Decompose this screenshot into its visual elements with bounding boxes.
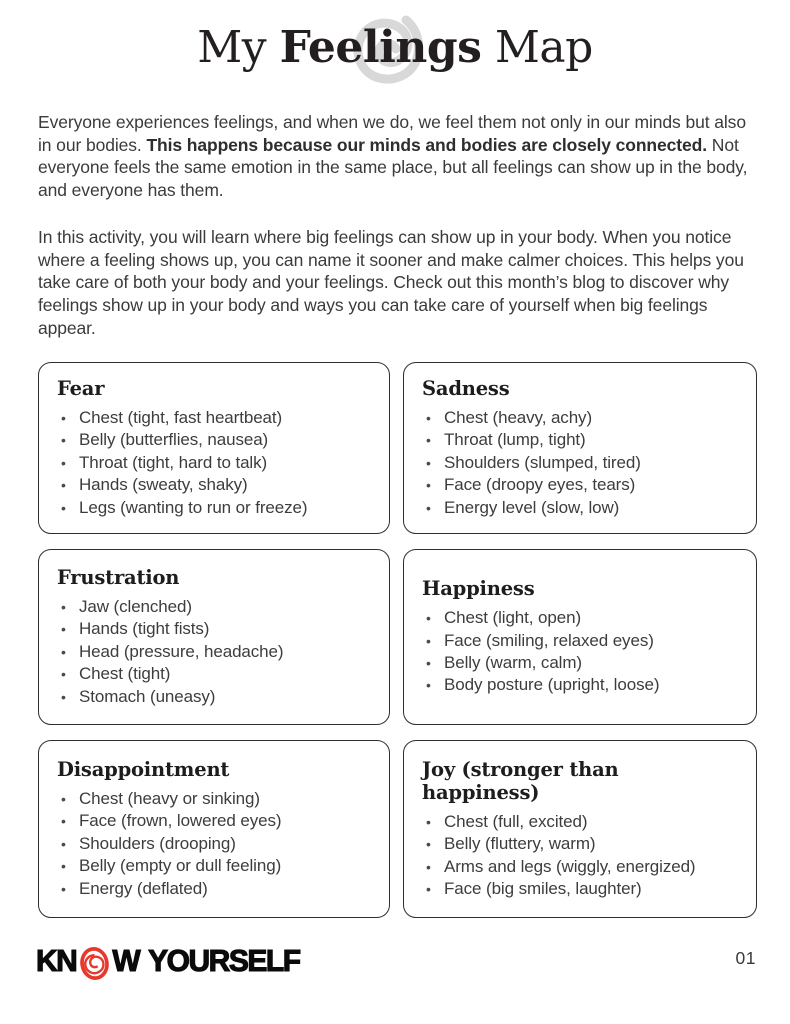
bullet-icon: • (426, 477, 431, 494)
feeling-title: Fear (57, 376, 105, 400)
feeling-item (57, 474, 371, 496)
intro-p1-bold: This happens because our minds and bodies are closely connected. (146, 134, 708, 155)
feeling-item-text: Throat (tight, hard to talk) (79, 452, 268, 472)
feeling-item-text: Belly (empty or dull feeling) (79, 856, 282, 876)
bullet-icon: • (426, 432, 431, 449)
bullet-icon: • (426, 610, 431, 627)
bullet-icon: • (426, 499, 431, 516)
feeling-item-text: Head (pressure, headache) (79, 641, 284, 661)
bullet-icon: • (61, 454, 66, 471)
feeling-item-text: Face (big smiles, laughter) (444, 878, 642, 898)
feeling-card (38, 740, 390, 918)
feeling-list (57, 788, 371, 900)
feeling-item-text: Energy level (slow, low) (444, 497, 620, 517)
bullet-icon: • (61, 621, 66, 638)
bullet-icon: • (426, 880, 431, 897)
feeling-item (422, 833, 738, 855)
feeling-item (422, 607, 738, 629)
feeling-item-text: Belly (fluttery, warm) (444, 834, 596, 854)
feeling-card (38, 549, 390, 725)
bullet-icon: • (61, 409, 66, 426)
feeling-item-text: Legs (wanting to run or freeze) (79, 497, 308, 517)
feeling-item (422, 407, 738, 429)
title-block (0, 0, 790, 110)
bullet-icon: • (426, 813, 431, 830)
bullet-icon: • (61, 477, 66, 494)
feeling-card (403, 740, 757, 918)
bullet-icon: • (426, 677, 431, 694)
feeling-item (422, 878, 738, 900)
feeling-title: Happiness (422, 577, 535, 601)
title-pre: My (197, 22, 280, 73)
feeling-card (403, 549, 757, 725)
feeling-card (403, 362, 757, 534)
feeling-item (57, 407, 371, 429)
feeling-item (57, 788, 371, 810)
feeling-item (422, 429, 738, 451)
bullet-icon: • (61, 835, 66, 852)
bullet-icon: • (61, 643, 66, 660)
feeling-title: Joy (stronger than happiness) (422, 757, 619, 804)
intro-paragraph-1 (38, 111, 756, 202)
feeling-item (422, 674, 738, 696)
feeling-item (422, 474, 738, 496)
logo-text-w: W (112, 944, 140, 979)
feeling-item-text: Hands (tight fists) (79, 619, 210, 639)
feeling-item (57, 833, 371, 855)
feeling-item-text: Chest (heavy or sinking) (79, 788, 260, 808)
feeling-item (57, 452, 371, 474)
feeling-title: Sadness (422, 376, 510, 400)
bullet-icon: • (61, 499, 66, 516)
feeling-item (57, 810, 371, 832)
feeling-list (422, 607, 738, 697)
feeling-item-text: Shoulders (slumped, tired) (444, 452, 641, 472)
feeling-item (57, 497, 371, 519)
bullet-icon: • (61, 858, 66, 875)
feeling-item-text: Face (frown, lowered eyes) (79, 811, 282, 831)
feeling-item (57, 686, 371, 708)
bullet-icon: • (426, 655, 431, 671)
bullet-icon: • (61, 666, 66, 683)
feeling-item (57, 663, 371, 685)
feeling-item-text: Chest (tight) (79, 664, 171, 684)
feeling-item (422, 497, 738, 519)
feeling-item-text: Chest (full, excited) (444, 811, 588, 831)
bullet-icon: • (426, 409, 431, 426)
bullet-icon: • (61, 790, 66, 807)
feeling-item-text: Jaw (clenched) (79, 596, 192, 616)
feeling-item-text: Throat (lump, tight) (444, 430, 586, 450)
feeling-item (57, 641, 371, 663)
feeling-item (422, 856, 738, 878)
feeling-item-text: Belly (butterflies, nausea) (79, 430, 269, 450)
feelings-grid (38, 362, 757, 918)
bullet-icon: • (426, 858, 431, 875)
feeling-item-text: Belly (warm, calm) (444, 653, 582, 672)
intro-p1-post: Not everyone feels the same emotion in the same place, but all feelings can show up in the body, and everyone has them. (38, 134, 748, 201)
feeling-item-text: Face (droopy eyes, tears) (444, 475, 636, 495)
feeling-list (422, 811, 738, 901)
feeling-title: Disappointment (57, 757, 230, 781)
logo-text-kn: KN (36, 944, 77, 979)
feeling-item-text: Chest (light, open) (444, 608, 582, 628)
feeling-item-text: Face (smiling, relaxed eyes) (444, 630, 654, 650)
feeling-item-text: Body posture (upright, loose) (444, 675, 660, 695)
bullet-icon: • (61, 880, 66, 897)
feeling-item (57, 855, 371, 877)
feeling-item (422, 630, 738, 652)
feeling-item-text: Shoulders (drooping) (79, 833, 236, 853)
feeling-list (57, 596, 371, 708)
feeling-item (422, 652, 738, 674)
bullet-icon: • (61, 688, 66, 705)
feeling-item-text: Chest (heavy, achy) (444, 407, 593, 427)
bullet-icon: • (61, 813, 66, 830)
know-yourself-logo (36, 944, 300, 980)
fingerprint-o-icon (78, 947, 111, 980)
feeling-item (422, 452, 738, 474)
logo-text-yourself: YOURSELF (148, 944, 300, 979)
intro-p1-pre: Everyone experiences feelings, and when we do, we feel them not only in our minds but also in our bodies. (38, 112, 746, 155)
intro-paragraph-2: In this activity, you will learn where big feelings can show up in your body. When you notice where a feeling shows up, you can name it sooner and make calmer choices. This helps you take care of both your body and your feelings. Check out this month’s blog to discover why feelings show up in your body and ways you can take care of yourself when big feelings appear. (38, 227, 744, 338)
title-post: Map (481, 22, 593, 73)
feeling-item (57, 429, 371, 451)
feeling-item-text: Hands (sweaty, shaky) (79, 475, 248, 495)
feeling-item-text: Energy (deflated) (79, 878, 208, 898)
page-number: 01 (735, 948, 756, 968)
bullet-icon: • (426, 836, 431, 853)
feeling-card (38, 362, 390, 534)
feeling-item (57, 878, 371, 900)
feeling-list (422, 407, 738, 519)
feeling-title: Frustration (57, 565, 180, 589)
feeling-item-text: Stomach (uneasy) (79, 686, 216, 706)
feeling-item (57, 596, 371, 618)
feeling-item-text: Arms and legs (wiggly, energized) (444, 856, 696, 876)
feeling-item-text: Chest (tight, fast heartbeat) (79, 407, 283, 427)
feeling-list (57, 407, 371, 519)
page-title (0, 0, 790, 73)
title-bold: Feelings (279, 22, 482, 73)
bullet-icon: • (426, 632, 431, 649)
bullet-icon: • (61, 432, 66, 449)
feeling-item (422, 811, 738, 833)
bullet-icon: • (426, 454, 431, 471)
feeling-item (57, 618, 371, 640)
bullet-icon: • (61, 598, 66, 615)
